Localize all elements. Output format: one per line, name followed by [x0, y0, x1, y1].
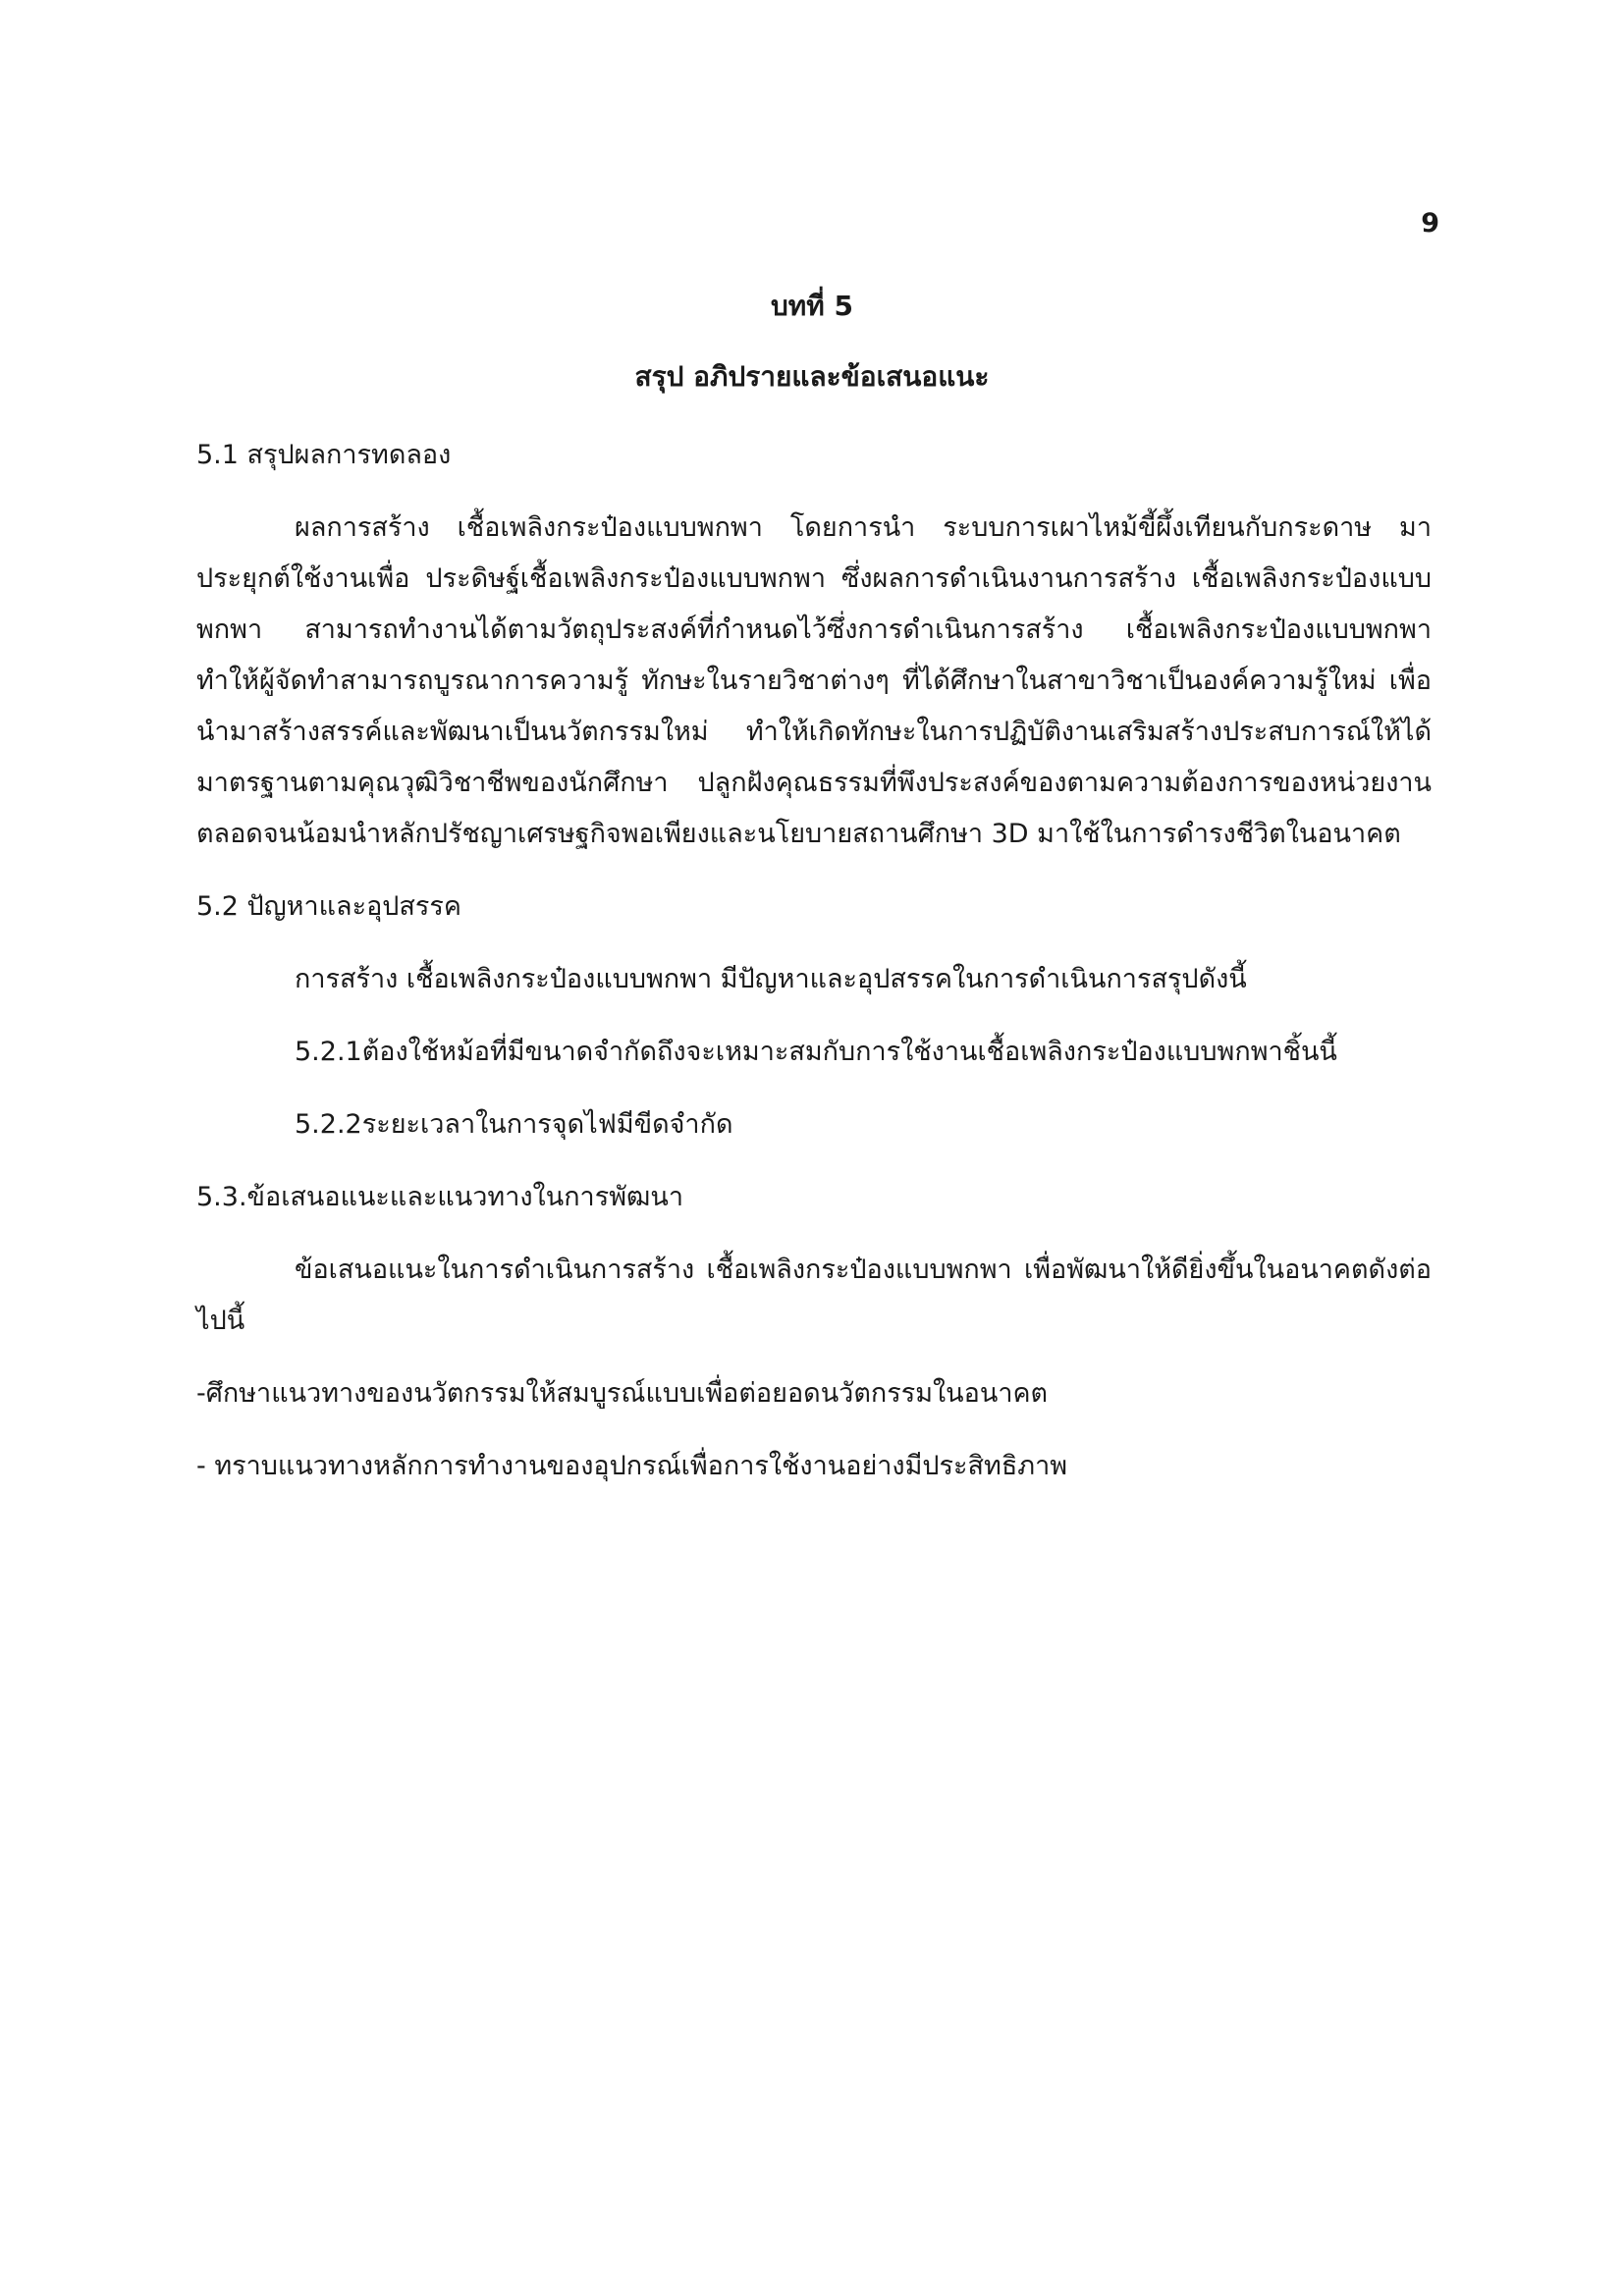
section-5-3-point-2: - ทราบแนวทางหลักการทำงานของอุปกรณ์เพื่อการใช้งานอย่างมีประสิทธิภาพ — [196, 1451, 1068, 1481]
document-body — [196, 430, 1432, 1514]
page-number: 9 — [1421, 208, 1439, 239]
chapter-subtitle: สรุป อภิปรายและข้อเสนอแนะ — [634, 360, 990, 393]
section-heading-5-1: 5.1 สรุปผลการทดลอง — [196, 440, 452, 470]
section-heading-5-3: 5.3.ข้อเสนอแนะและแนวทางในการพัฒนา — [196, 1182, 684, 1212]
section-5-3-intro: ข้อเสนอแนะในการดำเนินการสร้าง เชื้อเพลิงกระป๋องแบบพกพา เพื่อพัฒนาให้ดียิ่งขึ้นในอนาคตดังต่อไปนี้ — [196, 1255, 1432, 1336]
section-5-2-intro: การสร้าง เชื้อเพลิงกระป๋องแบบพกพา มีปัญหาและอุปสรรคในการดำเนินการสรุปดังนี้ — [295, 964, 1247, 994]
section-5-2-item-2: 5.2.2ระยะเวลาในการจุดไฟมีขีดจำกัด — [295, 1109, 733, 1140]
section-5-2-item-1: 5.2.1ต้องใช้หม้อที่มีขนาดจำกัดถึงจะเหมาะสมกับการใช้งานเชื้อเพลิงกระป๋องแบบพกพาชิ้นนี้ — [295, 1037, 1337, 1067]
section-heading-5-2: 5.2 ปัญหาและอุปสรรค — [196, 891, 461, 922]
chapter-title: บทที่ 5 — [771, 290, 853, 322]
section-5-1-paragraph: ผลการสร้าง เชื้อเพลิงกระป๋องแบบพกพา โดยการนำ ระบบการเผาไหม้ขี้ผึ้งเทียนกับกระดาษ มาประยุกต์ใช้งานเพื่อ ประดิษฐ์เชื้อเพลิงกระป๋องแบบพกพา ซึ่งผลการดำเนินงานการสร้าง เชื้อเพลิงกระป๋องแบบพกพา สามารถทำงานได้ตามวัตถุประสงค์ที่กำหนดไว้ซึ่งการดำเนินการสร้าง เชื้อเพลิงกระป๋องแบบพกพา ทำให้ผู้จัดทำสามารถบูรณาการความรู้ ทักษะในรายวิชาต่างๆ ที่ได้ศึกษาในสาขาวิชาเป็นองค์ความรู้ใหม่ เพื่อนำมาสร้างสรรค์และพัฒนาเป็นนวัตกรรมใหม่ ทำให้เกิดทักษะในการปฏิบัติงานเสริมสร้างประสบการณ์ให้ได้มาตรฐานตามคุณวุฒิวิชาชีพของนักศึกษา ปลูกฝังคุณธรรมที่พึงประสงค์ของตามความต้องการของหน่วยงาน ตลอดจนน้อมนำหลักปรัชญาเศรษฐกิจพอเพียงและนโยบายสถานศึกษา 3D มาใช้ในการดำรงชีวิตในอนาคต — [196, 512, 1432, 849]
section-5-3-point-1: -ศึกษาแนวทางของนวัตกรรมให้สมบูรณ์แบบเพื่อต่อยอดนวัตกรรมในอนาคต — [196, 1378, 1049, 1409]
